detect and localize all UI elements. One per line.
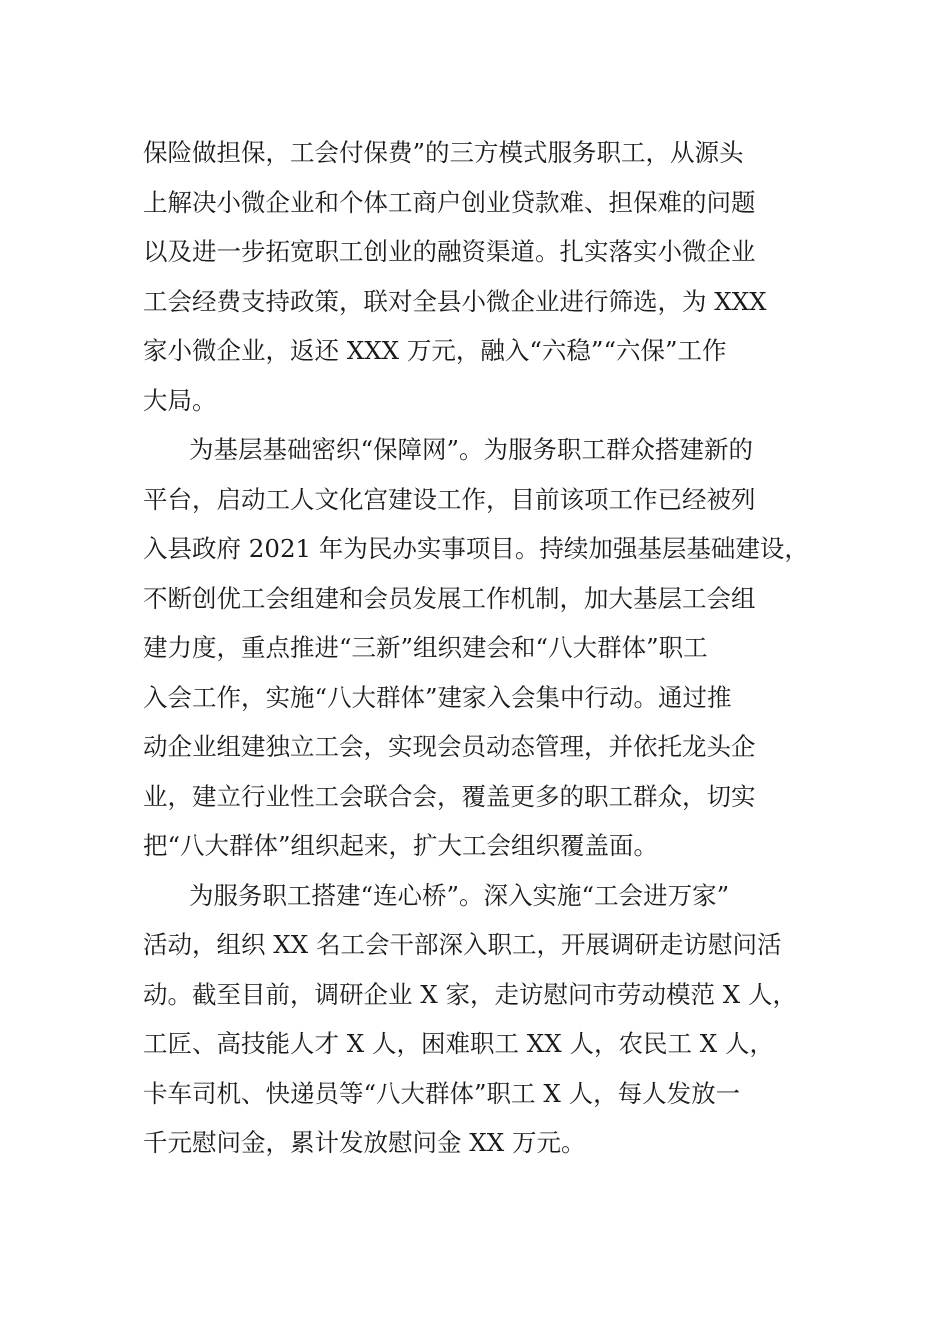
paragraph-1-line-3: 以及进一步拓宽职工创业的融资渠道。扎实落实小微企业 [143, 237, 756, 266]
paragraph-2-line-5: 建力度，重点推进“三新”组织建会和“八大群体”职工 [143, 633, 708, 662]
paragraph-2-line-9: 把“八大群体”组织起来，扩大工会组织覆盖面。 [143, 831, 659, 860]
paragraph-1-line-1: 保险做担保，工会付保费”的三方模式服务职工，从源头 [143, 138, 744, 167]
paragraph-2-line-4: 不断创优工会组建和会员发展工作机制，加大基层工会组 [143, 583, 756, 613]
paragraph-2-line-8: 业，建立行业性工会联合会，覆盖更多的职工群众，切实 [143, 781, 756, 811]
paragraph-3-line-2: 活动，组织 XX 名工会干部深入职工，开展调研走访慰问活 [143, 930, 782, 959]
paragraph-2-line-1: 为基层基础密织“保障网”。为服务职工群众搭建新的 [189, 435, 754, 464]
paragraph-3-line-6: 千元慰问金，累计发放慰问金 XX 万元。 [143, 1128, 586, 1157]
paragraph-2-line-2: 平台，启动工人文化宫建设工作，目前该项工作已经被列 [143, 484, 756, 514]
paragraph-2-line-7: 动企业组建独立工会，实现会员动态管理，并依托龙头企 [143, 732, 756, 761]
paragraph-3-line-5: 卡车司机、快递员等“八大群体”职工 X 人，每人发放一 [143, 1078, 741, 1108]
paragraph-2-line-6: 入会工作，实施“八大群体”建家入会集中行动。通过推 [143, 682, 732, 712]
paragraph-2-line-3: 入县政府 2021 年为民办实事项目。持续加强基层基础建设， [143, 534, 809, 563]
paragraph-1-line-5: 家小微企业，返还 XXX 万元，融入“六稳”“六保”工作 [143, 336, 727, 365]
paragraph-1-line-2: 上解决小微企业和个体工商户创业贷款难、担保难的问题 [143, 187, 756, 217]
paragraph-3-line-1: 为服务职工搭建“连心桥”。深入实施“工会进万家” [189, 880, 730, 910]
paragraph-3-line-4: 工匠、高技能人才 X 人，困难职工 XX 人，农民工 X 人， [143, 1029, 774, 1058]
paragraph-1-line-6: 大局。 [143, 385, 217, 415]
paragraph-3-line-3: 动。截至目前，调研企业 X 家，走访慰问市劳动模范 X 人， [143, 979, 798, 1009]
paragraph-1-line-4: 工会经费支持政策，联对全县小微企业进行筛选，为 XXX [143, 286, 767, 316]
document-body [143, 128, 823, 1168]
